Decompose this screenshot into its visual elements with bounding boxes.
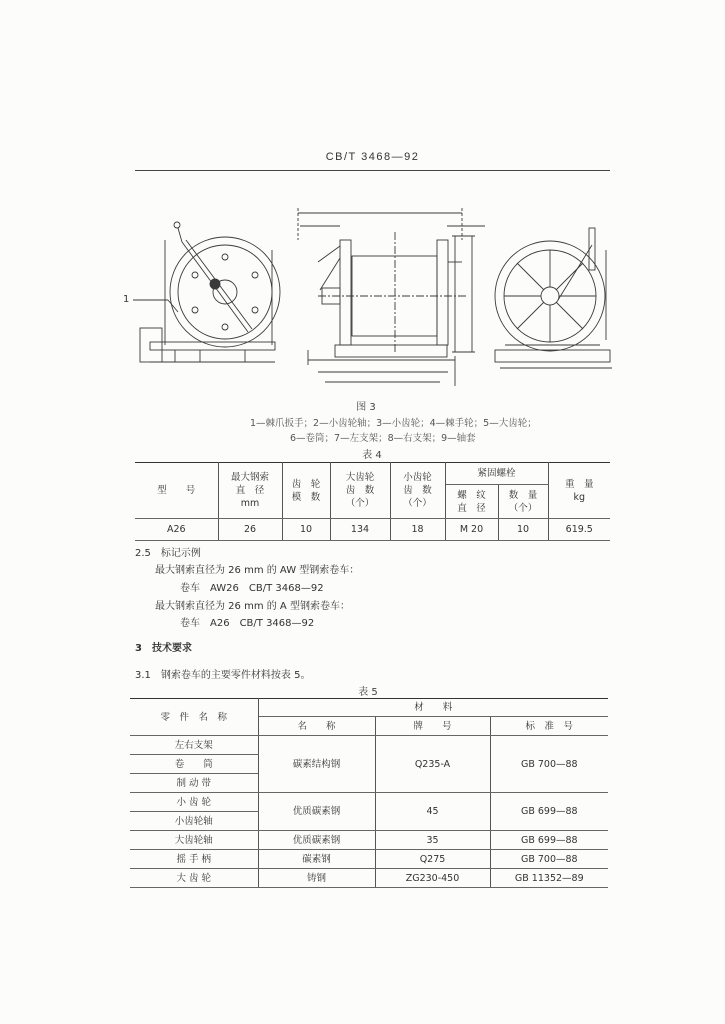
t5-part: 大 齿 轮 [130,869,258,888]
t5-part: 摇 手 柄 [130,850,258,869]
t5-part: 大齿轮轴 [130,831,258,850]
t4-cell: 26 [218,519,282,541]
marking-example-line-1: 最大钢索直径为 26 mm 的 AW 型钢索卷车： [155,565,360,576]
table-5-title: 表 5 [358,687,378,698]
table-5 [130,698,608,888]
t4-cell: 134 [330,519,390,541]
t5-material-standard: GB 699—88 [490,831,608,850]
document-code: CB/T 3468—92 [325,151,420,163]
table-row [130,831,608,850]
t5-header-name: 名 称 [258,717,375,736]
marking-example-line-4: 卷车 A26 CB/T 3468—92 [180,618,315,629]
t5-material-standard: GB 700—88 [490,850,608,869]
front-view [298,208,485,386]
t4-header-small-gear-teeth: 小齿轮 齿 数 （个） [390,463,445,519]
header-rule [135,170,610,171]
figure-caption-line-2: 6—卷筒；7—左支架；8—右支架；9—轴套 [290,433,476,444]
right-side-view [495,228,612,368]
table-4-title: 表 4 [362,450,382,461]
t5-header-part-name: 零 件 名 称 [130,699,258,736]
t4-header-quantity: 数 量 （个） [498,485,548,519]
figure-caption-line-1: 1—棘爪扳手；2—小齿轮轴；3—小齿轮；4—棘手轮；5—大齿轮； [250,418,537,429]
t5-material-grade: 35 [375,831,490,850]
t4-cell: 10 [282,519,330,541]
clause-3-1: 3.1 钢索卷车的主要零件材料按表 5。 [135,670,311,681]
table-row [130,850,608,869]
t4-cell: M 20 [445,519,498,541]
t4-header-gear-module: 齿 轮 模 数 [282,463,330,519]
part-label-1: 1 [123,294,130,305]
t5-material-standard: GB 699—88 [490,793,608,831]
t4-cell: 619.5 [548,519,610,541]
section-2-5-heading: 2.5 标记示例 [135,548,201,559]
t5-material-grade: 45 [375,793,490,831]
marking-example-line-2: 卷车 AW26 CB/T 3468—92 [180,583,324,594]
t5-header-standard: 标 准 号 [490,717,608,736]
t4-cell: A26 [135,519,218,541]
t5-material-name: 碳素钢 [258,850,375,869]
t5-part: 制 动 带 [130,774,258,793]
t4-header-thread-dia: 螺 纹 直 径 [445,485,498,519]
t4-cell: 10 [498,519,548,541]
t5-material-grade: Q235-A [375,736,490,793]
figure-label: 图 3 [356,402,376,413]
t5-material-grade: Q275 [375,850,490,869]
t5-material-name: 优质碳素钢 [258,793,375,831]
left-side-view [133,222,280,362]
figure-3-drawing [115,195,620,390]
table-row [135,519,610,541]
t5-material-grade: ZG230-450 [375,869,490,888]
marking-example-line-3: 最大钢索直径为 26 mm 的 A 型钢索卷车： [155,601,350,612]
t4-header-max-rope-dia: 最大钢索 直 径 mm [218,463,282,519]
t5-material-standard: GB 700—88 [490,736,608,793]
section-3-heading: 3 技术要求 [135,643,192,654]
t4-header-weight: 重 量 kg [548,463,610,519]
t5-material-name: 铸钢 [258,869,375,888]
table-row [130,869,608,888]
table-4 [135,462,610,541]
t5-part: 小 齿 轮 [130,793,258,812]
t5-part: 小齿轮轴 [130,812,258,831]
t5-part: 卷 筒 [130,755,258,774]
t4-header-bolts: 紧固螺栓 [445,463,548,485]
t5-material-name: 碳素结构钢 [258,736,375,793]
t5-part: 左右支架 [130,736,258,755]
table-row [130,793,608,812]
table-row [130,736,608,755]
t5-material-name: 优质碳素钢 [258,831,375,850]
t4-header-big-gear-teeth: 大齿轮 齿 数 （个） [330,463,390,519]
t4-header-model: 型 号 [135,463,218,519]
t5-header-material: 材 料 [258,699,608,717]
t5-material-standard: GB 11352—89 [490,869,608,888]
t4-cell: 18 [390,519,445,541]
t5-header-grade: 牌 号 [375,717,490,736]
